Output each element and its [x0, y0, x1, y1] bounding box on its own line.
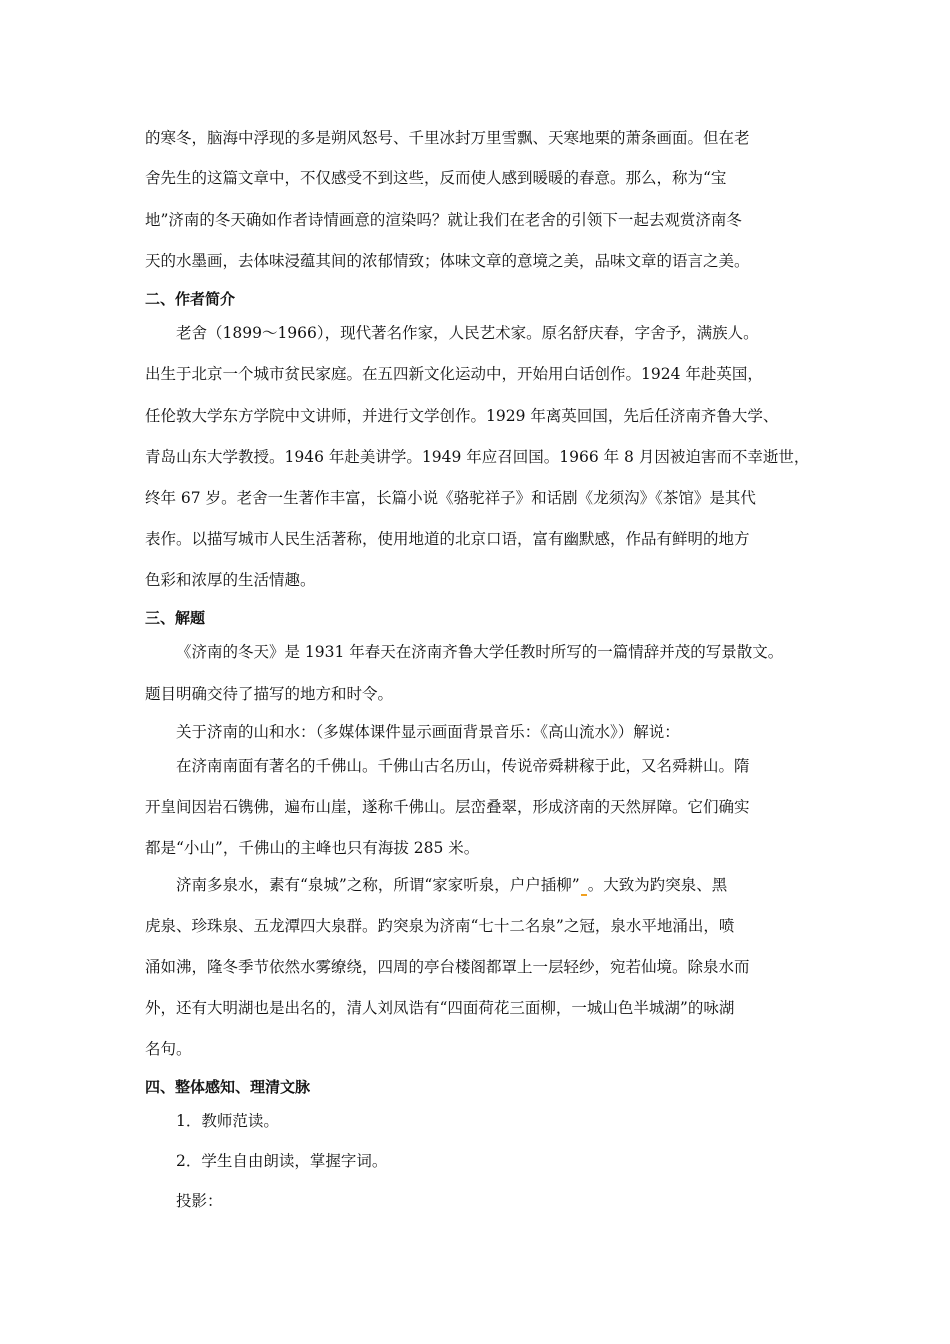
- author-line-4: 青岛山东大学教授。1946 年赴美讲学。1949 年应召回国。1966 年 8 月因被迫害而不幸逝世，: [145, 448, 810, 466]
- spring-line-5: 名句。: [145, 1040, 192, 1058]
- overview-item-2: 2．学生自由朗读，掌握字词。: [176, 1152, 388, 1170]
- highlight-mark: [581, 894, 587, 896]
- mountain-line-2: 开皇间因岩石镌佛，遍布山崖，遂称千佛山。层峦叠翠，形成济南的天然屏障。它们确实: [145, 798, 750, 816]
- mountain-line-3: 都是“小山”，千佛山的主峰也只有海拔 285 米。: [145, 839, 480, 857]
- author-line-2: 出生于北京一个城市贫民家庭。在五四新文化运动中，开始用白话创作。1924 年赴英国，: [145, 365, 763, 383]
- spring-line-1: [176, 875, 727, 896]
- intro-line-3: 地”济南的冬天确如作者诗情画意的渲染吗？就让我们在老舍的引领下一起去观赏济南冬: [145, 211, 742, 229]
- mountain-water-intro: 关于济南的山和水：（多媒体课件显示画面背景音乐：《高山流水》）解说：: [176, 723, 680, 741]
- section-heading-title: 三、解题: [145, 609, 206, 627]
- overview-item-1: 1．教师范读。: [176, 1112, 279, 1130]
- intro-line-4: 天的水墨画，去体味浸蕴其间的浓郁情致；体味文章的意境之美，品味文章的语言之美。: [145, 252, 750, 270]
- intro-line-1: 的寒冬，脑海中浮现的多是朔风怒号、千里冰封万里雪飘、天寒地栗的萧条画面。但在老: [145, 129, 750, 147]
- author-line-3: 任伦敦大学东方学院中文讲师，并进行文学创作。1929 年离英回国，先后任济南齐鲁大学、: [145, 407, 779, 425]
- overview-item-3: 投影：: [176, 1192, 223, 1210]
- title-line-1: 《济南的冬天》是 1931 年春天在济南齐鲁大学任教时所写的一篇情辞并茂的写景散文。: [176, 643, 784, 661]
- intro-line-2: 舍先生的这篇文章中，不仅感受不到这些，反而使人感到暖暖的春意。那么，称为“宝: [145, 169, 727, 187]
- author-line-7: 色彩和浓厚的生活情趣。: [145, 571, 316, 589]
- title-line-2: 题目明确交待了描写的地方和时令。: [145, 685, 394, 703]
- mountain-line-1: 在济南南面有著名的千佛山。千佛山古名历山，传说帝舜耕稼于此，又名舜耕山。隋: [176, 757, 750, 775]
- author-line-5: 终年 67 岁。老舍一生著作丰富，长篇小说《骆驼祥子》和话剧《龙须沟》《茶馆》是其代: [145, 489, 756, 507]
- section-heading-author: 二、作者简介: [145, 290, 236, 308]
- section-heading-overview: 四、整体感知、理清文脉: [145, 1078, 311, 1096]
- spring-line-4: 外，还有大明湖也是出名的，清人刘凤诰有“四面荷花三面柳，一城山色半城湖”的咏湖: [145, 999, 735, 1017]
- spring-line-3: 涌如沸，隆冬季节依然水雾缭绕，四周的亭台楼阁都罩上一层轻纱，宛若仙境。除泉水而: [145, 958, 750, 976]
- spring-line-2: 虎泉、珍珠泉、五龙潭四大泉群。趵突泉为济南“七十二名泉”之冠，泉水平地涌出，喷: [145, 917, 735, 935]
- spring-line-1-part-a: 济南多泉水，素有“泉城”之称，所谓“家家听泉，户户插柳”: [176, 876, 580, 894]
- author-line-1: 老舍（1899～1966），现代著名作家，人民艺术家。原名舒庆春，字舍予，满族人。: [176, 324, 759, 342]
- spring-line-1-part-b: 。大致为趵突泉、黑: [587, 876, 728, 894]
- author-line-6: 表作。以描写城市人民生活著称，使用地道的北京口语，富有幽默感，作品有鲜明的地方: [145, 530, 750, 548]
